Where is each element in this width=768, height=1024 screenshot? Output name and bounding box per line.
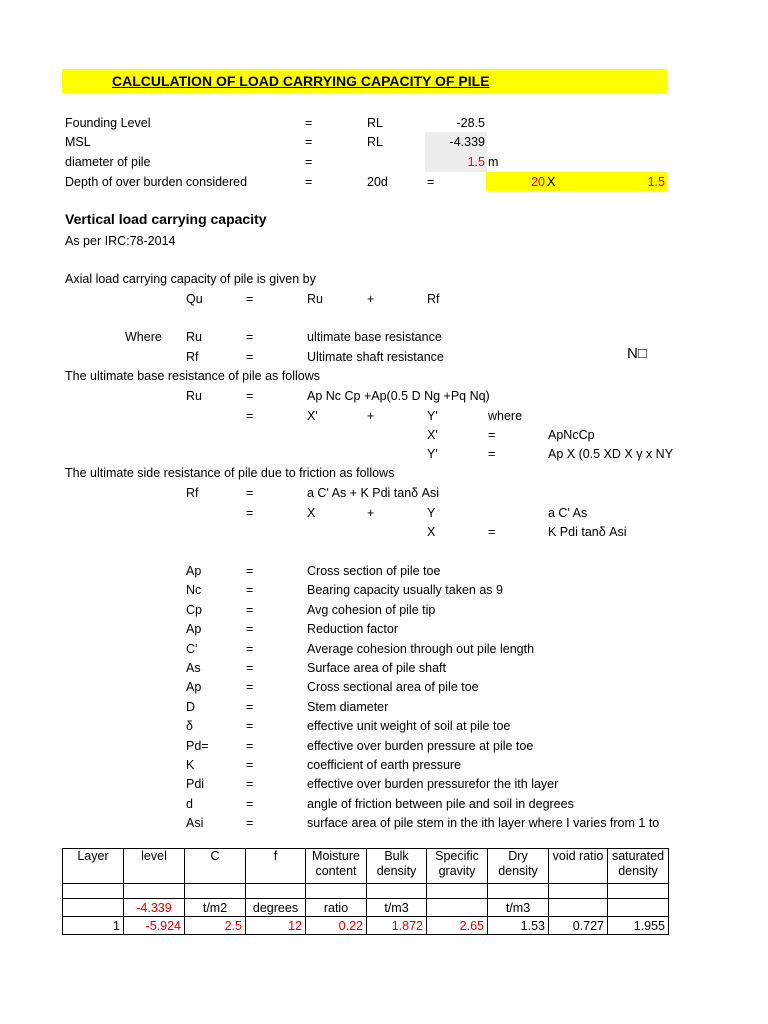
table-header-cell: Layer bbox=[63, 849, 124, 884]
table-unit-cell: -4.339 bbox=[124, 899, 185, 917]
qu-b: Rf bbox=[427, 292, 440, 306]
side-eq: = bbox=[246, 486, 254, 500]
definition-sym: Ap bbox=[186, 564, 202, 578]
definition-sym: Ap bbox=[186, 622, 202, 636]
diameter-unit: m bbox=[488, 155, 499, 169]
section-intro: Axial load carrying capacity of pile is given by bbox=[65, 272, 316, 286]
table-header-row bbox=[63, 849, 669, 884]
definition-eq: = bbox=[246, 583, 254, 597]
definition-eq: = bbox=[246, 700, 254, 714]
definition-desc: effective over burden pressurefor the ith layer bbox=[307, 777, 559, 791]
definition-sym: δ bbox=[186, 719, 193, 733]
base-where: where bbox=[488, 409, 523, 423]
qu-op: + bbox=[367, 292, 375, 306]
table-row bbox=[63, 917, 669, 935]
base-y: Y' bbox=[427, 409, 438, 423]
base-y-def-eq: = bbox=[488, 447, 496, 461]
table-unit-cell: t/m3 bbox=[488, 899, 549, 917]
table-cell: 0.22 bbox=[306, 917, 367, 935]
side-y-val: a C' As bbox=[548, 506, 588, 520]
table-unit-cell: t/m3 bbox=[367, 899, 427, 917]
definition-eq: = bbox=[246, 797, 254, 811]
overburden-value: 20 bbox=[531, 175, 545, 189]
table-header-cell: Bulk density bbox=[367, 849, 427, 884]
table-cell: 1.872 bbox=[367, 917, 427, 935]
definition-desc: effective unit weight of soil at pile toe bbox=[307, 719, 511, 733]
definition-eq: = bbox=[246, 661, 254, 675]
where-rf-eq: = bbox=[246, 350, 254, 364]
diameter-value: 1.5 bbox=[467, 155, 485, 169]
table-units-row bbox=[63, 899, 669, 917]
table-unit-cell bbox=[427, 899, 488, 917]
founding-level-label: Founding Level bbox=[65, 116, 151, 130]
definition-sym: K bbox=[186, 758, 195, 772]
base-x-def-eq: = bbox=[488, 428, 496, 442]
definition-eq: = bbox=[246, 777, 254, 791]
definition-desc: Average cohesion through out pile length bbox=[307, 642, 535, 656]
definition-sym: Nc bbox=[186, 583, 202, 597]
side-lhs: Rf bbox=[186, 486, 199, 500]
base-op: + bbox=[367, 409, 375, 423]
definition-desc: angle of friction between pile and soil in degrees bbox=[307, 797, 574, 811]
side-y: Y bbox=[427, 506, 436, 520]
side-formula: a C' As + K Pdi tanδ Asi bbox=[307, 486, 439, 500]
base-eq2: = bbox=[246, 409, 254, 423]
table-unit-cell bbox=[608, 899, 669, 917]
table-header-cell: Moisture content bbox=[306, 849, 367, 884]
section-reference: As per IRC:78-2014 bbox=[65, 234, 176, 248]
base-intro: The ultimate base resistance of pile as follows bbox=[65, 369, 320, 383]
definition-eq: = bbox=[246, 642, 254, 656]
table-header-cell: saturated density bbox=[608, 849, 669, 884]
definition-desc: Cross sectional area of pile toe bbox=[307, 680, 479, 694]
base-eq: = bbox=[246, 389, 254, 403]
msl-eq: = bbox=[305, 135, 313, 149]
table-unit-cell bbox=[549, 899, 608, 917]
overburden-value2: 1.5 bbox=[647, 175, 665, 189]
table-cell: 2.65 bbox=[427, 917, 488, 935]
definition-sym: As bbox=[186, 661, 201, 675]
base-y-def-val: Ap X (0.5 XD X γ x NY bbox=[548, 447, 674, 461]
msl-label: MSL bbox=[65, 135, 91, 149]
definition-eq: = bbox=[246, 680, 254, 694]
definition-eq: = bbox=[246, 603, 254, 617]
overburden-eq2: = bbox=[427, 175, 435, 189]
diameter-eq: = bbox=[305, 155, 313, 169]
overburden-expr: 20d bbox=[367, 175, 388, 189]
definition-desc: Reduction factor bbox=[307, 622, 399, 636]
definition-desc: effective over burden pressure at pile toe bbox=[307, 739, 534, 753]
side-op: + bbox=[367, 506, 375, 520]
base-x-def-sym: X' bbox=[427, 428, 438, 442]
table-cell: -5.924 bbox=[124, 917, 185, 935]
where-ru-sym: Ru bbox=[186, 330, 202, 344]
table-unit-cell: degrees bbox=[246, 899, 306, 917]
base-formula: Ap Nc Cp +Ap(0.5 D Ng +Pq Nq) bbox=[307, 389, 490, 403]
definition-eq: = bbox=[246, 564, 254, 578]
definition-sym: D bbox=[186, 700, 196, 714]
overburden-label: Depth of over burden considered bbox=[65, 175, 248, 189]
side-intro: The ultimate side resistance of pile due to friction as follows bbox=[65, 466, 395, 480]
definition-desc: Bearing capacity usually taken as 9 bbox=[307, 583, 503, 597]
definition-eq: = bbox=[246, 816, 254, 830]
table-cell: 1 bbox=[63, 917, 124, 935]
definition-eq: = bbox=[246, 758, 254, 772]
side-x-def-eq: = bbox=[488, 525, 496, 539]
side-x: X bbox=[307, 506, 316, 520]
table-header-cell: f bbox=[246, 849, 306, 884]
page-title: CALCULATION OF LOAD CARRYING CAPACITY OF PILE bbox=[112, 73, 490, 89]
qu-eq: = bbox=[246, 292, 254, 306]
section-heading: Vertical load carrying capacity bbox=[65, 211, 267, 227]
table-header-cell: void ratio bbox=[549, 849, 608, 884]
definition-sym: Ap bbox=[186, 680, 202, 694]
founding-level-unit: RL bbox=[367, 116, 383, 130]
where-rf-desc: Ultimate shaft resistance bbox=[307, 350, 444, 364]
definition-desc: Surface area of pile shaft bbox=[307, 661, 446, 675]
table-cell: 0.727 bbox=[549, 917, 608, 935]
founding-level-value: -28.5 bbox=[456, 116, 485, 130]
side-x-def-sym: X bbox=[427, 525, 436, 539]
table-cell: 1.955 bbox=[608, 917, 669, 935]
definition-sym: Asi bbox=[186, 816, 204, 830]
definition-eq: = bbox=[246, 739, 254, 753]
definition-sym: Pdi bbox=[186, 777, 205, 791]
base-lhs: Ru bbox=[186, 389, 202, 403]
msl-unit: RL bbox=[367, 135, 383, 149]
table-cell: 12 bbox=[246, 917, 306, 935]
base-y-def-sym: Y' bbox=[427, 447, 438, 461]
base-x: X' bbox=[307, 409, 318, 423]
where-ru-desc: ultimate base resistance bbox=[307, 330, 442, 344]
where-note: N□ bbox=[627, 345, 647, 362]
side-eq2: = bbox=[246, 506, 254, 520]
qu-lhs: Qu bbox=[186, 292, 203, 306]
definition-sym: C' bbox=[186, 642, 198, 656]
qu-a: Ru bbox=[307, 292, 323, 306]
base-x-def-val: ApNcCp bbox=[548, 428, 595, 442]
definition-eq: = bbox=[246, 622, 254, 636]
overburden-eq: = bbox=[305, 175, 313, 189]
founding-level-eq: = bbox=[305, 116, 313, 130]
table-header-cell: C bbox=[185, 849, 246, 884]
where-rf-sym: Rf bbox=[186, 350, 199, 364]
definition-sym: Cp bbox=[186, 603, 202, 617]
definition-desc: surface area of pile stem in the ith layer where I varies from 1 to bbox=[307, 816, 660, 830]
table-unit-cell bbox=[63, 899, 124, 917]
definition-sym: Pd= bbox=[186, 739, 209, 753]
table-unit-cell: t/m2 bbox=[185, 899, 246, 917]
where-label: Where bbox=[125, 330, 162, 344]
table-header-cell: Dry density bbox=[488, 849, 549, 884]
soil-layer-table bbox=[62, 848, 669, 935]
table-cell: 2.5 bbox=[185, 917, 246, 935]
table-cell: 1.53 bbox=[488, 917, 549, 935]
table-header-cell: level bbox=[124, 849, 185, 884]
overburden-op: X bbox=[547, 175, 556, 189]
table-header-cell: Specific gravity bbox=[427, 849, 488, 884]
definition-sym: d bbox=[186, 797, 193, 811]
msl-value: -4.339 bbox=[449, 135, 485, 149]
diameter-label: diameter of pile bbox=[65, 155, 151, 169]
definition-desc: coefficient of earth pressure bbox=[307, 758, 462, 772]
definition-desc: Avg cohesion of pile tip bbox=[307, 603, 436, 617]
table-spacer-row bbox=[63, 884, 669, 899]
definition-desc: Stem diameter bbox=[307, 700, 389, 714]
definition-desc: Cross section of pile toe bbox=[307, 564, 441, 578]
definition-eq: = bbox=[246, 719, 254, 733]
side-x-def-val: K Pdi tanδ Asi bbox=[548, 525, 627, 539]
where-ru-eq: = bbox=[246, 330, 254, 344]
table-unit-cell: ratio bbox=[306, 899, 367, 917]
